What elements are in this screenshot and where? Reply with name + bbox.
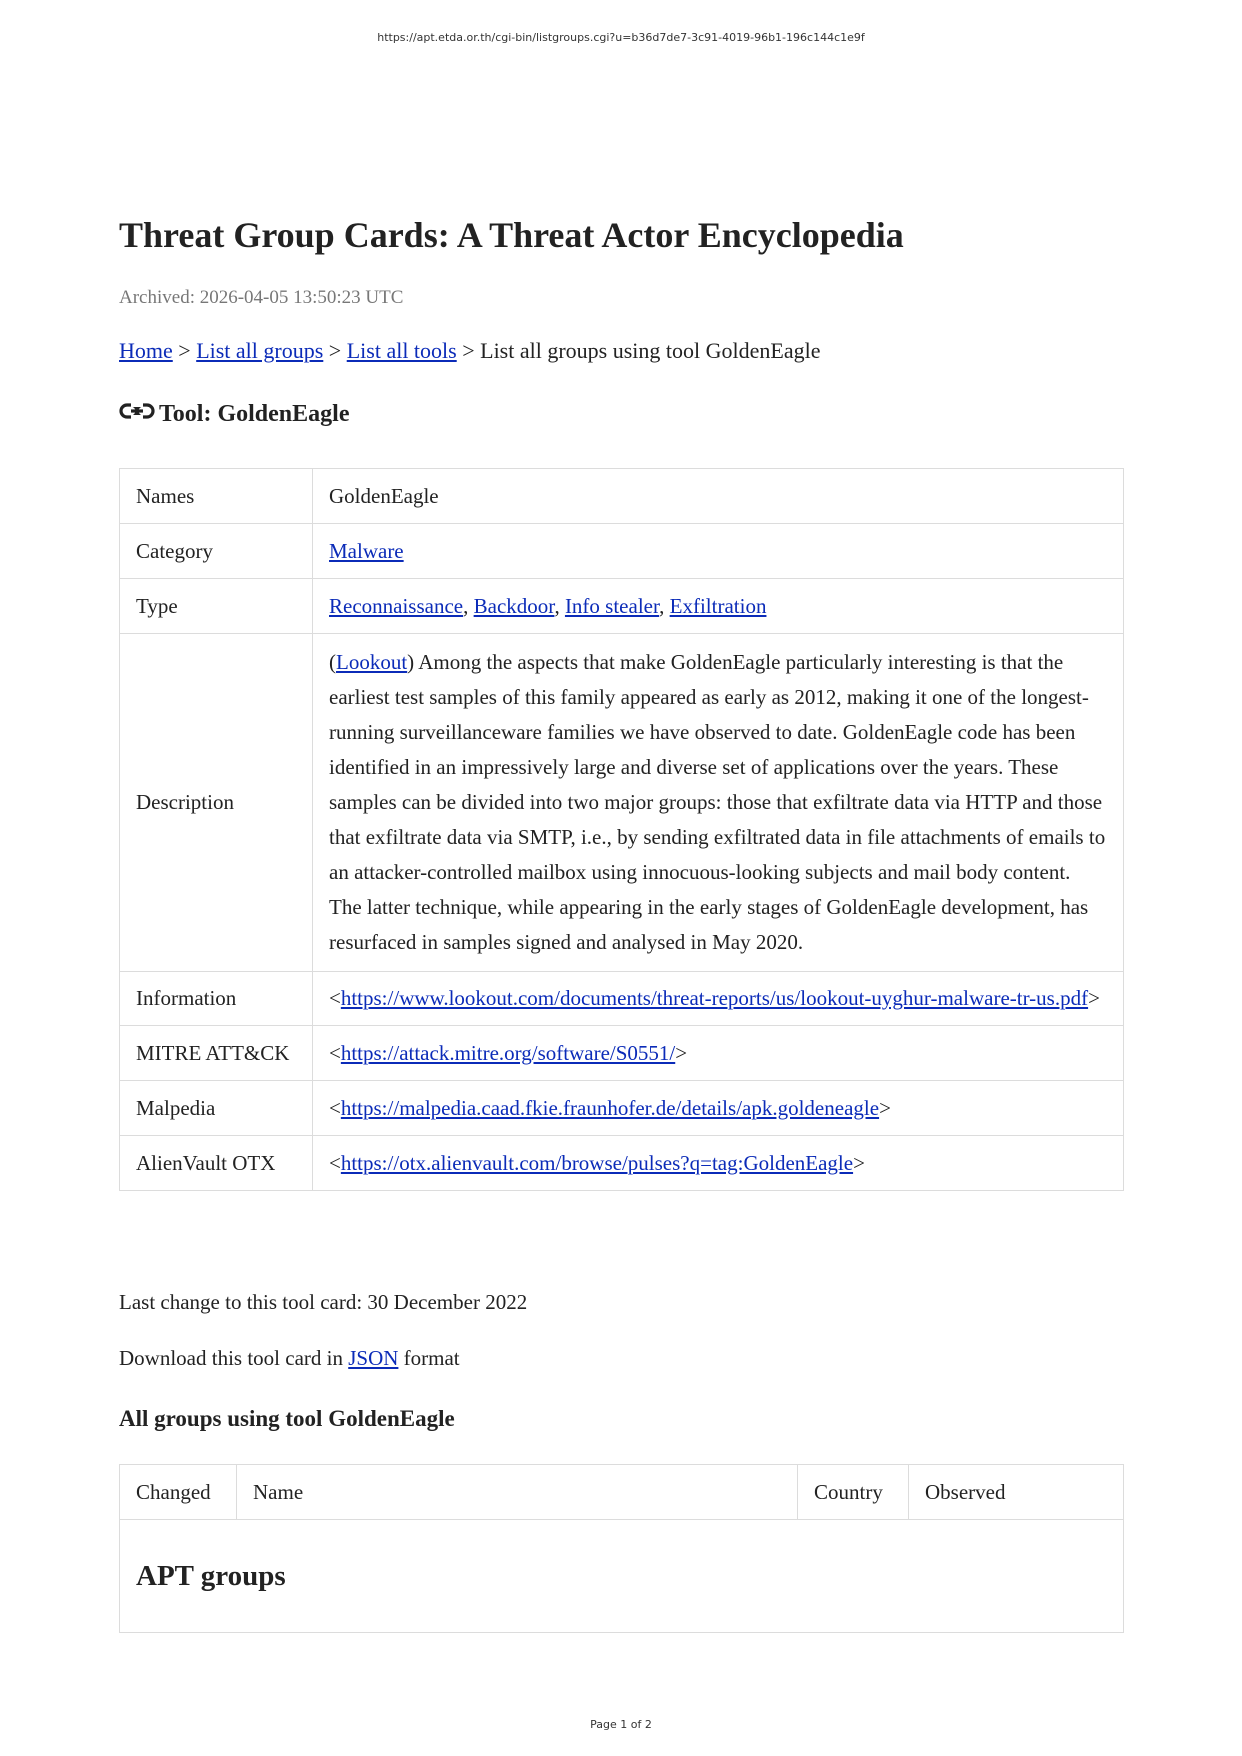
row-label: Description xyxy=(120,634,313,972)
section-heading-apt-groups: APT groups xyxy=(120,1520,1124,1633)
breadcrumb-home-link[interactable]: Home xyxy=(119,338,173,363)
mitre-link[interactable]: https://attack.mitre.org/software/S0551/ xyxy=(340,1040,676,1065)
column-header-country: Country xyxy=(798,1465,909,1520)
type-cell xyxy=(313,579,1124,634)
category-link[interactable]: Malware xyxy=(329,538,404,563)
bracket: < xyxy=(329,1150,341,1175)
alienvault-cell xyxy=(313,1136,1124,1191)
tool-heading-text: Tool: GoldenEagle xyxy=(159,401,350,427)
breadcrumb-groups-link[interactable]: List all groups xyxy=(196,338,324,363)
tool-info-table xyxy=(119,468,1124,1191)
download-text: Download this tool card in xyxy=(119,1346,349,1370)
bracket: < xyxy=(329,1040,341,1065)
separator: , xyxy=(554,593,565,618)
breadcrumb-separator: > xyxy=(323,338,347,363)
breadcrumb-separator: > xyxy=(172,338,197,363)
row-label: Category xyxy=(120,524,313,579)
table-row xyxy=(120,634,1124,972)
separator: , xyxy=(659,593,670,618)
link-icon xyxy=(119,401,155,423)
download-line xyxy=(119,1346,460,1371)
malpedia-cell xyxy=(313,1081,1124,1136)
table-row xyxy=(120,579,1124,634)
last-change-text: Last change to this tool card: 30 December 2022 xyxy=(119,1290,528,1314)
breadcrumb-current: > List all groups using tool GoldenEagle xyxy=(456,338,821,363)
bracket: > xyxy=(879,1095,891,1120)
description-text: ) Among the aspects that make GoldenEagle particularly interesting is that the earliest test samples of this family appeared as early as 2012, making it one of the longest-running surveillanceware families we have observed to date. GoldenEagle code has been identified in an impressively large and diverse set of applications over the years. These samples can be divided into two major groups: those that exfiltrate data via HTTP and those that exfiltrate data via SMTP, i.e., by sending exfiltrated data in file attachments of emails to an attacker-controlled mailbox using innocuous-looking subjects and mail body content. The latter technique, while appearing in the early stages of GoldenEagle development, has resurfaced in samples signed and analysed in May 2020. xyxy=(329,650,1106,954)
malpedia-link[interactable]: https://malpedia.caad.fkie.fraunhofer.de/details/apk.goldeneagle xyxy=(340,1095,880,1120)
type-link-backdoor[interactable]: Backdoor xyxy=(473,593,555,618)
page-title: Threat Group Cards: A Threat Actor Encyclopedia xyxy=(119,215,904,255)
separator: , xyxy=(463,593,474,618)
bracket: < xyxy=(329,1095,341,1120)
archived-timestamp: Archived: 2026-04-05 13:50:23 UTC xyxy=(119,287,404,308)
row-label: AlienVault OTX xyxy=(120,1136,313,1191)
column-header-name: Name xyxy=(237,1465,798,1520)
type-link-reconnaissance[interactable]: Reconnaissance xyxy=(329,593,464,618)
groups-heading: All groups using tool GoldenEagle xyxy=(119,1406,455,1431)
row-label: Malpedia xyxy=(120,1081,313,1136)
bracket: < xyxy=(329,986,341,1010)
names-value: GoldenEagle xyxy=(313,469,1124,524)
table-row xyxy=(120,1081,1124,1136)
bracket: > xyxy=(853,1150,865,1175)
page-number: Page 1 of 2 xyxy=(590,1718,652,1731)
groups-table xyxy=(119,1464,1124,1633)
type-link-exfiltration[interactable]: Exfiltration xyxy=(669,593,767,618)
table-row xyxy=(120,1520,1124,1633)
row-label: Type xyxy=(120,579,313,634)
bracket: > xyxy=(675,1040,688,1065)
row-label: Names xyxy=(120,469,313,524)
paren: ( xyxy=(329,650,336,674)
row-label: MITRE ATT&CK xyxy=(120,1026,313,1081)
tool-heading xyxy=(119,401,349,428)
table-row xyxy=(120,1136,1124,1191)
table-row xyxy=(120,972,1124,1026)
table-row xyxy=(120,524,1124,579)
mitre-cell xyxy=(313,1026,1124,1081)
breadcrumb-tools-link[interactable]: List all tools xyxy=(346,338,457,363)
print-url: https://apt.etda.or.th/cgi-bin/listgroups.cgi?u=b36d7de7-3c91-4019-96b1-196c144c1e9f xyxy=(377,31,865,44)
table-header-row xyxy=(120,1465,1124,1520)
table-row xyxy=(120,1026,1124,1081)
alienvault-link[interactable]: https://otx.alienvault.com/browse/pulses?q=tag:GoldenEagle xyxy=(340,1150,854,1175)
category-cell xyxy=(313,524,1124,579)
description-cell xyxy=(313,634,1124,972)
information-cell xyxy=(313,972,1124,1026)
information-link[interactable]: https://www.lookout.com/documents/threat-reports/us/lookout-uyghur-malware-tr-us.pdf xyxy=(340,986,1089,1010)
download-text: format xyxy=(398,1346,460,1370)
json-download-link[interactable]: JSON xyxy=(348,1346,399,1370)
type-link-info-stealer[interactable]: Info stealer xyxy=(564,593,660,618)
row-label: Information xyxy=(120,972,313,1026)
column-header-observed: Observed xyxy=(909,1465,1124,1520)
column-header-changed: Changed xyxy=(120,1465,237,1520)
table-row xyxy=(120,469,1124,524)
source-link-lookout[interactable]: Lookout xyxy=(336,650,408,674)
bracket: > xyxy=(1088,986,1100,1010)
breadcrumb xyxy=(119,338,820,364)
